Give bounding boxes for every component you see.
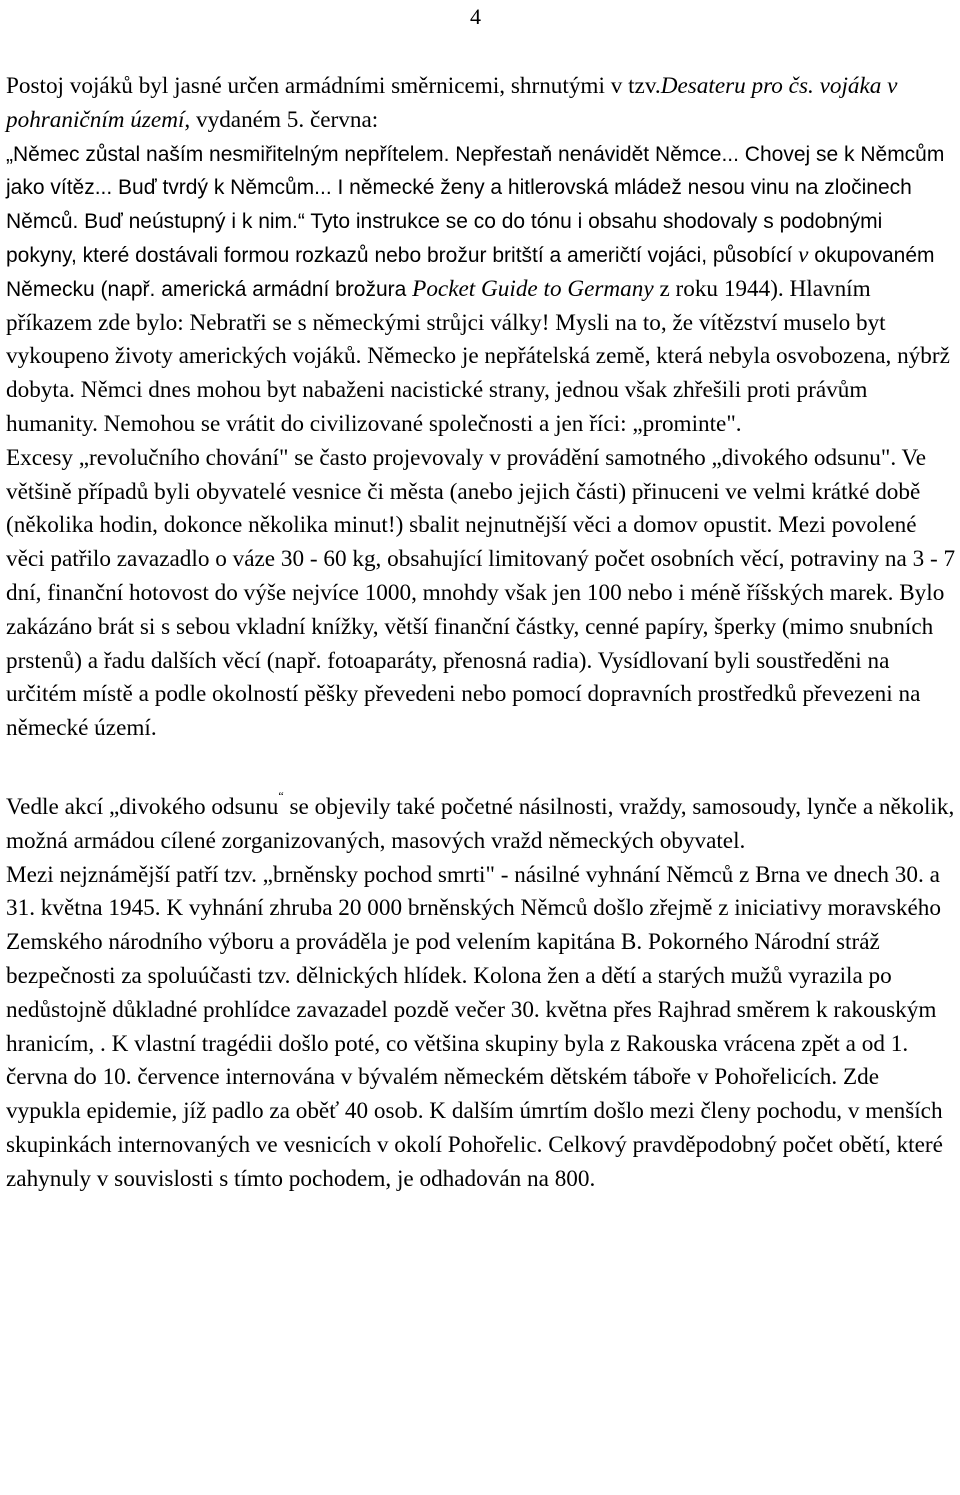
instructions-comparison: Tyto instrukce se co do tónu i obsahu shodovaly s podobnými pokyny, které dostávali formou rozkazů nebo brožur britští a američtí vojáci, působící (6, 210, 883, 267)
paragraph-brno-death-march: Mezi nejznámější patří tzv. „brněnsky pochod smrti" - násilné vyhnání Němců z Brna ve dnech 30. a 31. května 1945. K vyhnání zhruba 20 000 brněnských Němců došlo zřejmě z iniciativy moravského Zemského národního výboru a prováděla je pod velením kapitána B. Pokorného Národní stráž bezpečnosti za spoluúčasti tzv. dělnických hlídek. Kolona žen a dětí a starých mužů vyrazila po nedůstojně důkladné prohlídce zavazadel pozdě večer 30. května přes Rajhrad směrem k rakouským hranicím, . K vlastní tragédii došlo poté, co většina skupiny byla z Rakouska vrácena zpět a od 1. června do 10. července internována v bývalém německém dětském táboře v Pohořelicích. Zde vypukla epidemie, jíž padlo za oběť 40 osob. K dalším úmrtím došlo mezi členy pochodu, v menších skupinkách internovaných ve vesnicích v okolí Pohořelic. Celkový pravděpodobný počet obětí, které zahynuly v souvislosti s tímto pochodem, je odhadován na 800. (6, 861, 943, 1192)
page-number: 4 (470, 4, 481, 29)
document-body (6, 70, 956, 1197)
violence-text-a: Vedle akcí „divokého odsunu (6, 793, 279, 820)
pocket-guide-title: Pocket Guide to Germany (412, 275, 654, 302)
paragraph-violence (6, 780, 956, 859)
italic-v: v (798, 241, 809, 268)
quote-mark: “ (297, 210, 305, 234)
quote-mark-superscript: “ (278, 788, 284, 803)
violence-text-b: se objevily také početné násilnosti, vraždy, samosoudy, lynče a několik, možná armádou cílené zorganizovaných, masových vražd německých obyvatel. (6, 793, 955, 854)
quoted-instructions: „Němec zůstal naším nesmiřitelným nepřítelem. Nepřestaň nenávidět Němce... Chovej se k Němcům jako vítěz... Buď tvrdý k Němcům... I německé ženy a hitlerovská mládež nesou vinu na zločinech Němců. Buď neústupný i k nim. (6, 142, 945, 234)
paragraph-soldiers-guidelines (6, 70, 956, 442)
instructions-comparison-b: okupovaném Německu (např. americká armádní brožura (6, 243, 935, 301)
pocket-guide-text: z roku 1944). Hlavním příkazem zde bylo: Nebratři se s německými strůjci války! Mysli na to, že vítězství muselo byt vykoupeno životy amerických vojáků. Německo je nepřátelská země, která nebyla osvobozena, nýbrž dobyta. Němci dnes mohou byt nabaženi nacistické strany, jednou však zhřešili proti právům humanity. Nemohou se vrátit do civilizované společnosti a jen říci: „prominte". (6, 275, 950, 437)
paragraph-excesses: Excesy „revolučního chování" se často projevovaly v provádění samotného „divokého odsunu". Ve většině případů byli obyvatelé vesnice či města (anebo jejich části) přinuceni ve velmi krátké době (několika hodin, dokonce několika minut!) sbalit nejnutnější věci a domov opustit. Mezi povolené věci patřilo zavazadlo o váze 30 - 60 kg, obsahující limitovaný počet osobních věcí, potraviny na 3 - 7 dní, finanční hotovost do výše nejvíce 1000, mnohdy však jen 100 nebo i méně říšských marek. Bylo zakázáno brát si s sebou vkladní knížky, větší finanční částky, cenné papíry, šperky (mimo snubních prstenů) a řadu dalších věcí (např. fotoaparáty, přenosná radia). Vysídlovaní byli soustředěni na určitém místě a podle okolností pěšky převedeni nebo pomocí dopravních prostředků převezeni na německé území. (6, 444, 956, 742)
paragraph-gap (6, 746, 956, 780)
intro-text: Postoj vojáků byl jasné určen armádními směrnicemi, shrnutými v tzv. (6, 73, 661, 99)
intro-text-end: , vydaném 5. června: (184, 106, 379, 133)
decalogue-title: Desateru pro čs. vojáka v pohraničním území (6, 73, 898, 133)
